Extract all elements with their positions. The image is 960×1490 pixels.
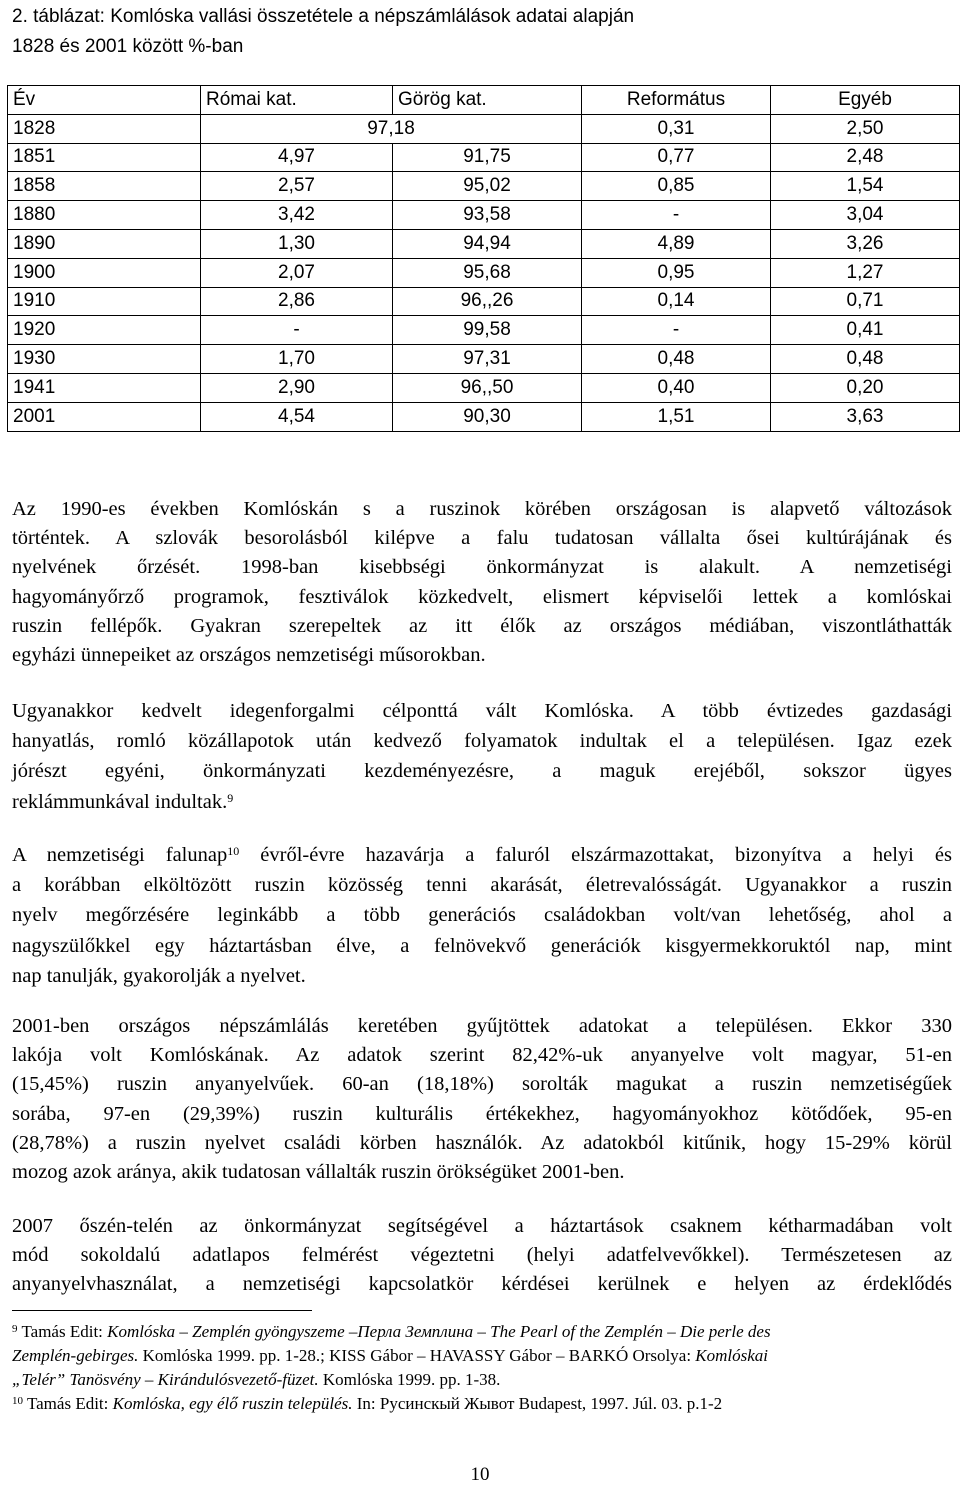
table-row	[8, 258, 960, 287]
footnote-line	[12, 1320, 952, 1344]
text-line: 2007 őszén-telén az önkormányzat segítségével a háztartások csaknem kétharmadában volt	[12, 1215, 952, 1237]
text-fragment: reklámmunkával indultak.	[12, 790, 228, 813]
table-cell-other: 3,63	[771, 402, 960, 431]
text-line: nagyszülőkkel egy háztartásban élve, a felnövekvő generációk kisgyermekkoruktól nap, mint	[12, 934, 952, 957]
table-row	[8, 316, 960, 345]
table-cell-roman-catholic: 1,70	[201, 345, 393, 374]
header-cell-greek-catholic: Görög kat.	[393, 86, 582, 115]
table-row	[8, 229, 960, 258]
footnote-title: „Telér” Tanösvény – Kirándulósvezető-füzet.	[12, 1370, 319, 1389]
text-line: a korábban elköltözött ruszin közösség tenni akarását, életrevalósságát. Ugyanakkor a ruszin	[12, 874, 952, 897]
table-cell-year: 2001	[8, 402, 201, 431]
header-cell-roman-catholic: Római kat.	[201, 86, 393, 115]
table-cell-greek-catholic: 96,,50	[393, 373, 582, 402]
table-cell-year: 1900	[8, 258, 201, 287]
footnote-title: Zemplén-gebirges.	[12, 1346, 139, 1365]
text-line: egyházi ünnepeiket az országos nemzetiségi műsorokban.	[12, 644, 486, 667]
table-cell-year: 1828	[8, 114, 201, 143]
footnote-text: Tamás Edit:	[21, 1322, 108, 1341]
table-cell-year: 1858	[8, 172, 201, 201]
footnote-ref-9: 9	[227, 790, 234, 805]
table-cell-other: 0,20	[771, 373, 960, 402]
text-line: mozog azok aránya, akik tudatosan vállalták ruszin örökségüket 2001-ben.	[12, 1161, 625, 1184]
footnote-text: Tamás Edit:	[23, 1394, 113, 1413]
footnote-number: 9	[12, 1323, 18, 1335]
table-cell-greek-catholic: 93,58	[393, 201, 582, 230]
footnote-text: Komlóska 1999. pp. 1-38.	[318, 1370, 501, 1389]
table-cell-other: 0,71	[771, 287, 960, 316]
header-cell-reformed: Református	[582, 86, 771, 115]
footnote-divider	[12, 1310, 312, 1311]
table-cell-other: 0,41	[771, 316, 960, 345]
paragraph-5	[12, 1212, 952, 1300]
table-cell-other: 3,04	[771, 201, 960, 230]
text-line: (28,78%) a ruszin nyelvet családi körben használók. Az adatokból kitűnik, hogy 15-29% körül	[12, 1131, 952, 1154]
text-line: nap tanulják, gyakorolják a nyelvet.	[12, 964, 306, 987]
table-cell-greek-catholic: 90,30	[393, 402, 582, 431]
footnote-ref-10: 10	[227, 844, 240, 858]
footnote-text: In: Русинскый Жывот Budapest, 1997. Júl. 03. p.1-2	[352, 1394, 723, 1413]
table-cell-reformed: 0,77	[582, 143, 771, 172]
caption-line-2: 1828 és 2001 között %-ban	[12, 36, 244, 57]
table-cell-reformed: -	[582, 316, 771, 345]
table-cell-other: 0,48	[771, 345, 960, 374]
table-row	[8, 373, 960, 402]
table-cell-roman-catholic: 4,54	[201, 402, 393, 431]
table-cell-roman-catholic: 2,90	[201, 373, 393, 402]
text-line	[12, 840, 952, 870]
text-line: lakója volt Komlóskának. Az adatok szerint 82,42%-uk anyanyelve volt magyar, 51-en	[12, 1044, 952, 1067]
footnote-line	[12, 1344, 952, 1368]
table-cell-roman-catholic: 4,97	[201, 143, 393, 172]
table-cell-roman-catholic: 3,42	[201, 201, 393, 230]
text-line: nyelv megőrzésére leginkább a több generációs családokban volt/van lehetőség, ahol a	[12, 904, 952, 927]
table-cell-roman-catholic: 1,30	[201, 229, 393, 258]
text-fragment: A nemzetiségi falunap	[12, 844, 228, 866]
table-cell-other: 1,27	[771, 258, 960, 287]
table-cell-other: 2,48	[771, 143, 960, 172]
table-cell-roman-catholic: 2,57	[201, 172, 393, 201]
table-cell-other: 3,26	[771, 229, 960, 258]
table-row	[8, 287, 960, 316]
table-cell-greek-catholic: 99,58	[393, 316, 582, 345]
table-caption	[12, 2, 952, 62]
footnote-10	[12, 1392, 952, 1416]
text-line: anyanyelvhasználat, a nemzetiségi kapcsolatkör kérdései kerülnek e helyen az érdeklődés	[12, 1273, 952, 1296]
table-cell-greek-catholic: 91,75	[393, 143, 582, 172]
text-line: mód sokoldalú adatlapos felmérést végeztetni (helyi adatfelvevőkkel). Természetesen az	[12, 1244, 952, 1267]
footnote-text: Komlóska 1999. pp. 1-28.; KISS Gábor – HAVASSY Gábor – BARKÓ Orsolya:	[138, 1346, 696, 1365]
page-number: 10	[470, 1464, 490, 1485]
footnote-title: Komlóska – Zemplén gyöngyszeme –Перла Земплина – The Pearl of the Zemplén – Die perle des	[107, 1322, 771, 1341]
text-line: Az 1990-es években Komlóskán s a ruszinok körében országosan is alapvető változások	[12, 498, 952, 520]
table-cell-greek-catholic: 95,02	[393, 172, 582, 201]
footnote-line	[12, 1392, 952, 1416]
table-cell-reformed: -	[582, 201, 771, 230]
table-row	[8, 172, 960, 201]
table-cell-reformed: 0,95	[582, 258, 771, 287]
footnote-9	[12, 1320, 952, 1392]
table-cell-roman-catholic: 2,86	[201, 287, 393, 316]
table-cell-year: 1910	[8, 287, 201, 316]
table-cell-year: 1880	[8, 201, 201, 230]
table-cell-year: 1890	[8, 229, 201, 258]
table-cell-year: 1851	[8, 143, 201, 172]
footnote-line	[12, 1368, 952, 1392]
text-line: hanyatlás, romló közállapotok után kedvező folyamatok indultak el a településen. Igaz ezek	[12, 730, 952, 753]
table-row	[8, 114, 960, 143]
table-cell-reformed: 1,51	[582, 402, 771, 431]
table-cell-reformed: 4,89	[582, 229, 771, 258]
table-row	[8, 201, 960, 230]
text-line: hagyományőrző programok, fesztiválok közkedvelt, elismert képviselői lettek a komlóskai	[12, 585, 952, 608]
table-cell-greek-catholic: 96,,26	[393, 287, 582, 316]
text-fragment: évről-évre hazavárja a faluról elszármazottakat, bizonyítva a helyi és	[239, 844, 952, 866]
text-line: Ugyanakkor kedvelt idegenforgalmi célponttá vált Komlóska. A több évtizedes gazdasági	[12, 700, 952, 722]
footnote-title: Komlóskai	[695, 1346, 769, 1365]
table-cell-reformed: 0,48	[582, 345, 771, 374]
text-line: ruszin fellépők. Gyakran szerepeltek az itt élők az országos médiában, viszontláthatták	[12, 614, 952, 637]
table-cell-greek-catholic: 97,31	[393, 345, 582, 374]
table-cell-reformed: 0,40	[582, 373, 771, 402]
table-cell-roman-catholic: -	[201, 316, 393, 345]
table-cell-roman-catholic: 2,07	[201, 258, 393, 287]
footnote-number: 10	[12, 1395, 23, 1407]
text-line: jórészt egyéni, önkormányzati kezdeményezésre, a maguk erejéből, sokszor ügyes	[12, 760, 952, 783]
table-row	[8, 143, 960, 172]
text-line: 2001-ben országos népszámlálás keretében gyűjtöttek adatokat a településen. Ekkor 330	[12, 1015, 952, 1037]
table-cell-year: 1941	[8, 373, 201, 402]
text-line: sorába, 97-en (29,39%) ruszin kulturális értékekhez, hagyományokhoz kötődőek, 95-en	[12, 1102, 952, 1125]
paragraph-1	[12, 495, 952, 670]
table-cell-reformed: 0,85	[582, 172, 771, 201]
table-cell-greek-catholic: 94,94	[393, 229, 582, 258]
religion-table	[7, 85, 960, 432]
table-cell-other: 2,50	[771, 114, 960, 143]
text-line: nyelvének őrzését. 1998-ban kisebbségi önkormányzat is alakult. A nemzetiségi	[12, 556, 952, 579]
table-row	[8, 345, 960, 374]
text-line: (15,45%) ruszin anyanyelvűek. 60-an (18,18%) sorolták magukat a ruszin nemzetiségűek	[12, 1073, 952, 1096]
text-line	[12, 787, 952, 817]
table-cell-reformed: 0,14	[582, 287, 771, 316]
table-row	[8, 402, 960, 431]
paragraph-3	[12, 840, 952, 991]
table-header-row	[8, 86, 960, 115]
paragraph-4	[12, 1012, 952, 1187]
table-cell-other: 1,54	[771, 172, 960, 201]
caption-line-1: 2. táblázat: Komlóska vallási összetétele a népszámlálások adatai alapján	[12, 6, 635, 27]
table-cell-reformed: 0,31	[582, 114, 771, 143]
footnote-title: Komlóska, egy élő ruszin település.	[112, 1394, 353, 1413]
text-line: történtek. A szlovák besorolásból kilépve a falu tudatosan vállalta ősei kultúrájának és	[12, 527, 952, 550]
paragraph-2	[12, 696, 952, 817]
header-cell-other: Egyéb	[771, 86, 960, 115]
header-cell-year: Év	[8, 86, 201, 115]
table-cell-year: 1930	[8, 345, 201, 374]
table-cell-year: 1920	[8, 316, 201, 345]
table-cell-greek-catholic: 95,68	[393, 258, 582, 287]
table-cell-catholic-combined: 97,18	[201, 114, 582, 143]
